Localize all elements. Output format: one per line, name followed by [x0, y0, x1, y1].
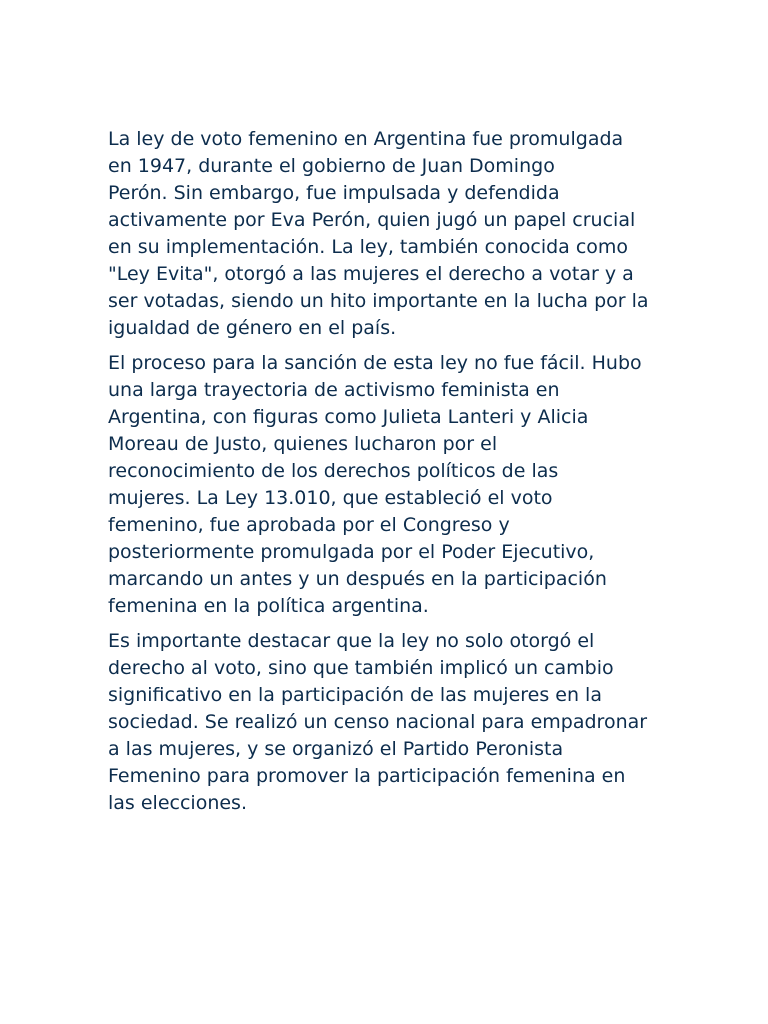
text-line: mujeres. La Ley 13.010, que estableció el voto: [108, 487, 553, 509]
text-line: derecho al voto, sino que también implicó un cambio: [108, 657, 614, 679]
text-line: en su implementación. La ley, también conocida como: [108, 236, 629, 258]
text-line: significativo en la participación de las mujeres en la: [108, 684, 602, 706]
text-line: Perón. Sin embargo, fue impulsada y defendida: [108, 182, 560, 204]
text-line: La ley de voto femenino en Argentina fue promulgada: [108, 128, 624, 150]
text-line: "Ley Evita", otorgó a las mujeres el derecho a votar y a: [108, 263, 634, 285]
text-line: Es importante destacar que la ley no solo otorgó el: [108, 630, 595, 652]
text-line: Argentina, con figuras como Julieta Lanteri y Alicia: [108, 406, 589, 428]
text-line: a las mujeres, y se organizó el Partido Peronista: [108, 738, 564, 760]
text-line: sociedad. Se realizó un censo nacional para empadronar: [108, 711, 648, 733]
text-line: posteriormente promulgada por el Poder Ejecutivo,: [108, 541, 595, 563]
text-line: femenina en la política argentina.: [108, 595, 429, 617]
text-line: reconocimiento de los derechos políticos de las: [108, 460, 559, 482]
text-line: marcando un antes y un después en la participación: [108, 568, 607, 590]
text-line: El proceso para la sanción de esta ley no fue fácil. Hubo: [108, 352, 642, 374]
text-line: activamente por Eva Perón, quien jugó un papel crucial: [108, 209, 636, 231]
text-line: Femenino para promover la participación femenina en: [108, 765, 626, 787]
text-line: en 1947, durante el gobierno de Juan Domingo: [108, 155, 555, 177]
text-line: ser votadas, siendo un hito importante en la lucha por la: [108, 290, 649, 312]
text-line: Moreau de Justo, quienes lucharon por el: [108, 433, 498, 455]
document-body: [108, 126, 668, 825]
paragraph-1: [108, 126, 668, 342]
text-line: las elecciones.: [108, 792, 247, 814]
text-line: una larga trayectoria de activismo feminista en: [108, 379, 560, 401]
text-line: femenino, fue aprobada por el Congreso y: [108, 514, 510, 536]
text-line: igualdad de género en el país.: [108, 317, 397, 339]
paragraph-2: [108, 350, 668, 620]
paragraph-3: [108, 628, 668, 817]
